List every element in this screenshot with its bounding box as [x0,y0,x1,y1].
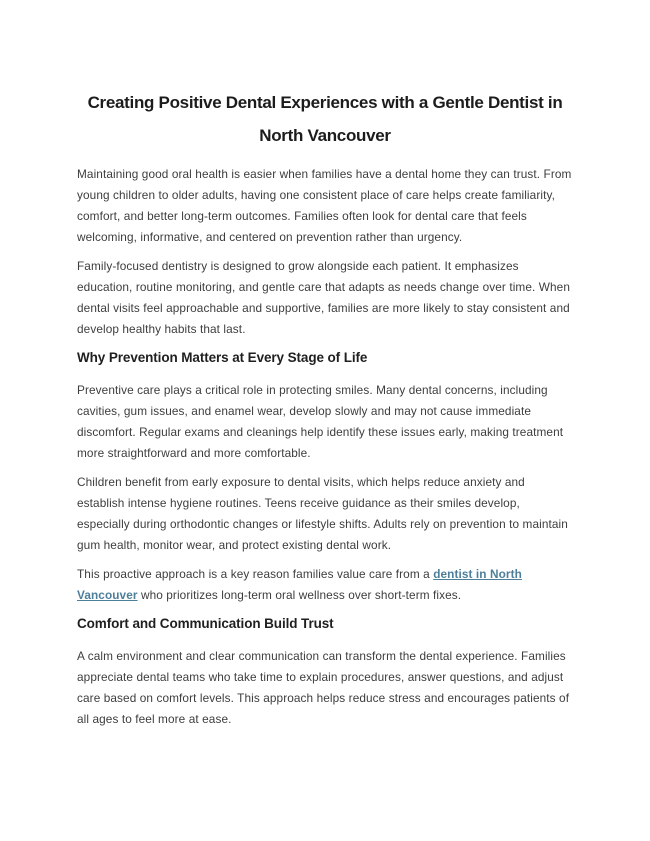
section-heading-prevention: Why Prevention Matters at Every Stage of Life [77,350,368,365]
intro-paragraph-2: Family-focused dentistry is designed to grow alongside each patient. It emphasizes education, routine monitoring, and gentle care that adapts as needs change over time. When dental visits feel approachable and supportive, families are more likely to stay consistent and develop healthy habits that last. [77,259,570,336]
link-paragraph-text-after: who prioritizes long-term oral wellness over short-term fixes. [137,588,462,602]
dentist-north-vancouver-link[interactable]: dentist in North Vancouver [77,567,522,602]
section-heading-comfort: Comfort and Communication Build Trust [77,616,334,631]
comfort-paragraph-1: A calm environment and clear communication can transform the dental experience. Families appreciate dental teams who take time to explain procedures, answer questions, and adjust care based on comfort levels. This approach helps reduce stress and encourages patients of all ages to feel more at ease. [77,649,570,726]
prevention-paragraph-1: Preventive care plays a critical role in protecting smiles. Many dental concerns, including cavities, gum issues, and enamel wear, develop slowly and may not cause immediate discomfort. Regular exams and cleanings help identify these issues early, making treatment more straightforward and more comfortable. [77,383,564,460]
document-title: Creating Positive Dental Experiences with a Gentle Dentist in North Vancouver [87,93,563,145]
link-paragraph-text-before: This proactive approach is a key reason families value care from a [77,567,434,581]
prevention-paragraph-2: Children benefit from early exposure to dental visits, which helps reduce anxiety and establish intense hygiene routines. Teens receive guidance as their smiles develop, especially during orthodontic changes or lifestyle shifts. Adults rely on prevention to maintain gum health, monitor wear, and protect existing dental work. [77,475,568,552]
link-paragraph [77,564,573,606]
intro-paragraph-1: Maintaining good oral health is easier when families have a dental home they can trust. From young children to older adults, having one consistent place of care helps create familiarity, comfort, and better long-term outcomes. Families often look for dental care that feels welcoming, informative, and centered on prevention rather than urgency. [77,167,572,244]
